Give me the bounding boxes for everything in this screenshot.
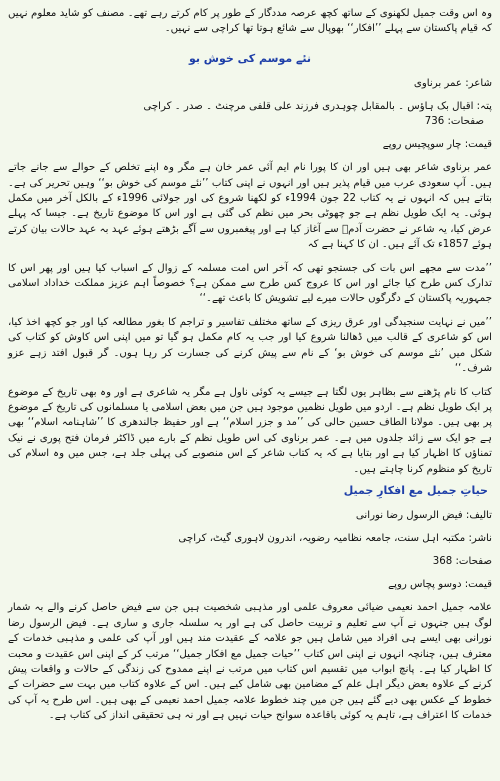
book1-heading: نئے موسم کی خوش بو: [188, 51, 312, 65]
book2-details: [8, 508, 492, 592]
book2-review-paragraph: علامہ جمیل احمد نعیمی ضیائی معروف علمی اور مذہبی شخصیت ہیں جن سے فیض حاصل کرنے والے بہ شمار لوگ ہیں جنہوں نے آپ سے تعلیم و تربیت حاصل کی ہے اور یہ سلسلہ جاری و ساری ہے۔ فیض الرسول رضا نورانی بھی ایسے ہی افراد میں شامل ہیں جو علامہ کے عقیدت مند ہیں اور آپ کی علمی و مذہبی خدمات کے معترف ہیں، چنانچہ انہوں نے اپنی اس کتاب ’’حیات جمیل مع افکار جمیل‘‘ مرتب کر کے اپنی اس عقیدت و محبت کا اظہار کیا ہے۔ پانچ ابواب میں تقسیم اس کتاب میں مرتب نے اپنے ممدوح کی زندگی کے حالات و واقعات پیش کرنے کے علاوہ بعض دیگر اہل علم کے مضامین بھی شامل کیے ہیں۔ اس کے علاوہ کتاب میں بہت سے حضرات کے خطوط کے عکس بھی دیے گئے ہیں جن میں چند خطوط علامہ جمیل احمد نعیمی کے بھی ہیں۔ اس طرح یہ آپ کی خدمات کا اعتراف ہے، تاہم یہ کوئی باقاعدہ سوانح حیات نہیں ہے اور نہ ہی تحقیقی انداز کی کتاب ہے۔: [8, 602, 492, 722]
book1-review-paragraph-1: عمر برناوی شاعر بھی ہیں اور ان کا پورا نام ایم آئی عمر خان ہے مگر وہ اپنے تخلص کے حوالے سے جانے جاتے ہیں۔ آپ سعودی عرب میں قیام پذیر ہیں اور انہوں نے اپنی کتاب ’’نئے موسم کی خوش بو‘‘ وہیں تحریر کی ہے۔ بتاتے ہیں کہ انہوں نے یہ کتاب 22 جون 1994ء کو لکھنا شروع کی اور جولائی 1996ء کے بالکل آخر میں مکمل ہوئی۔ یہ ایک طویل نظم ہے جو چھوٹی بحر میں نظم کی گئی ہے اور اس کا موضوع تاریخ ہے۔ جیسا کہ پہلے عرض کیا، یہ شاعر نے حضرت آدمؑ سے آغاز کیا ہے اور پیغمبروں سے آگے بڑھتے ہوئے عہد بہ عہد حالات بیان کرتے ہوئے 1857ء تک آئے ہیں۔ ان کا کہنا ہے کہ: [8, 162, 492, 251]
book1-price: قیمت: چار سوپچیس روپے: [382, 139, 492, 151]
intro-paragraph: وہ اس وقت جمیل لکھنوی کے ساتھ کچھ عرصہ مددگار کے طور پر کام کرتے رہے تھے۔ مصنف کو شاید معلوم نہیں کہ قیام پاکستان سے پہلے ’’افکار‘‘ بھوپال سے شائع ہوتا تھا کراچی سے نہیں۔: [8, 8, 492, 35]
book1-quote-1: ’’مدت سے مجھے اس بات کی جستجو تھی کہ آخر اس امت مسلمہ کے زوال کے اسباب کیا ہیں اور پھر اس کا تدارک کس طرح کیا جائے اور اس کا عروج کس طرح سے ممکن ہے؟ خصوصاً اہم عزیز مملکت خداداد اسلامی جمہوریہ پاکستان کے دگرگوں حالات میرے لیے تشویش کا باعث تھے۔‘‘: [8, 262, 492, 305]
book2-pages: صفحات: 368: [432, 556, 492, 568]
book1-pages: صفحات: 736: [424, 116, 484, 128]
book1-poet: شاعر: عمر برناوی: [413, 78, 492, 90]
book1-details: [8, 76, 492, 152]
book2-heading: حیاتِ جمیل مع افکارِ جمیل: [343, 483, 488, 497]
book2-publisher: ناشر: مکتبہ اہل سنت، جامعہ نظامیہ رضویہ، اندرون لاہوری گیٹ، کراچی: [178, 533, 492, 545]
book2-author: تالیف: فیض الرسول رضا نورانی: [355, 510, 492, 522]
book1-review-paragraph-2: کتاب کا نام پڑھنے سے بظاہر یوں لگتا ہے جیسے یہ کوئی ناول ہے مگر یہ شاعری ہے اور وہ بھی تاریخ کے موضوع پر ایک طویل نظم ہے۔ اردو میں طویل نظمیں موجود ہیں جن میں بعض اسلامی یا مسلمانوں کی تاریخ کے موضوع پر بھی ہیں۔ مولانا الطاف حسین حالی کی ’’مد و جزر اسلام‘‘ ہے اور حفیظ جالندھری کا ’’شاہنامہ اسلام‘‘ بھی ہے جو ایک سے زائد جلدوں میں ہے۔ عمر برناوی کی اس طویل نظم کے بارے میں ڈاکٹر فرمان فتح پوری نے نیک تمناؤں کا اظہار کیا ہے اور بتایا ہے کہ یہ کتاب شاعر کے اس منصوبے کی پہلی جلد ہے، جس میں وہ اسلام کی تاریخ کو منظوم کرنا چاہتے ہیں۔: [8, 386, 492, 475]
book1-address: پتہ: اقبال بک ہاؤس ۔ بالمقابل چوہدری فرزند علی قلفی مرچنٹ ۔ صدر ۔ کراچی: [143, 101, 492, 113]
book1-quote-2: ’’میں نے نہایت سنجیدگی اور عرق ریزی کے ساتھ مختلف تفاسیر و تراجم کا بغور مطالعہ کیا اور جو کچھ اخذ کیا، اس کو شاعری کے قالب میں ڈھالنا شروع کیا اور جب یہ کام مکمل ہو گیا تو میں اپنی اس کاوش کو کتاب کی شکل میں ’نئے موسم کی خوش بو‘ کے نام سے پیش کرنے کی جسارت کر رہا ہوں۔ گر قبول افتد زہے عزو شرف۔‘‘: [8, 316, 492, 375]
book2-price: قیمت: دوسو پچاس روپے: [388, 579, 492, 591]
